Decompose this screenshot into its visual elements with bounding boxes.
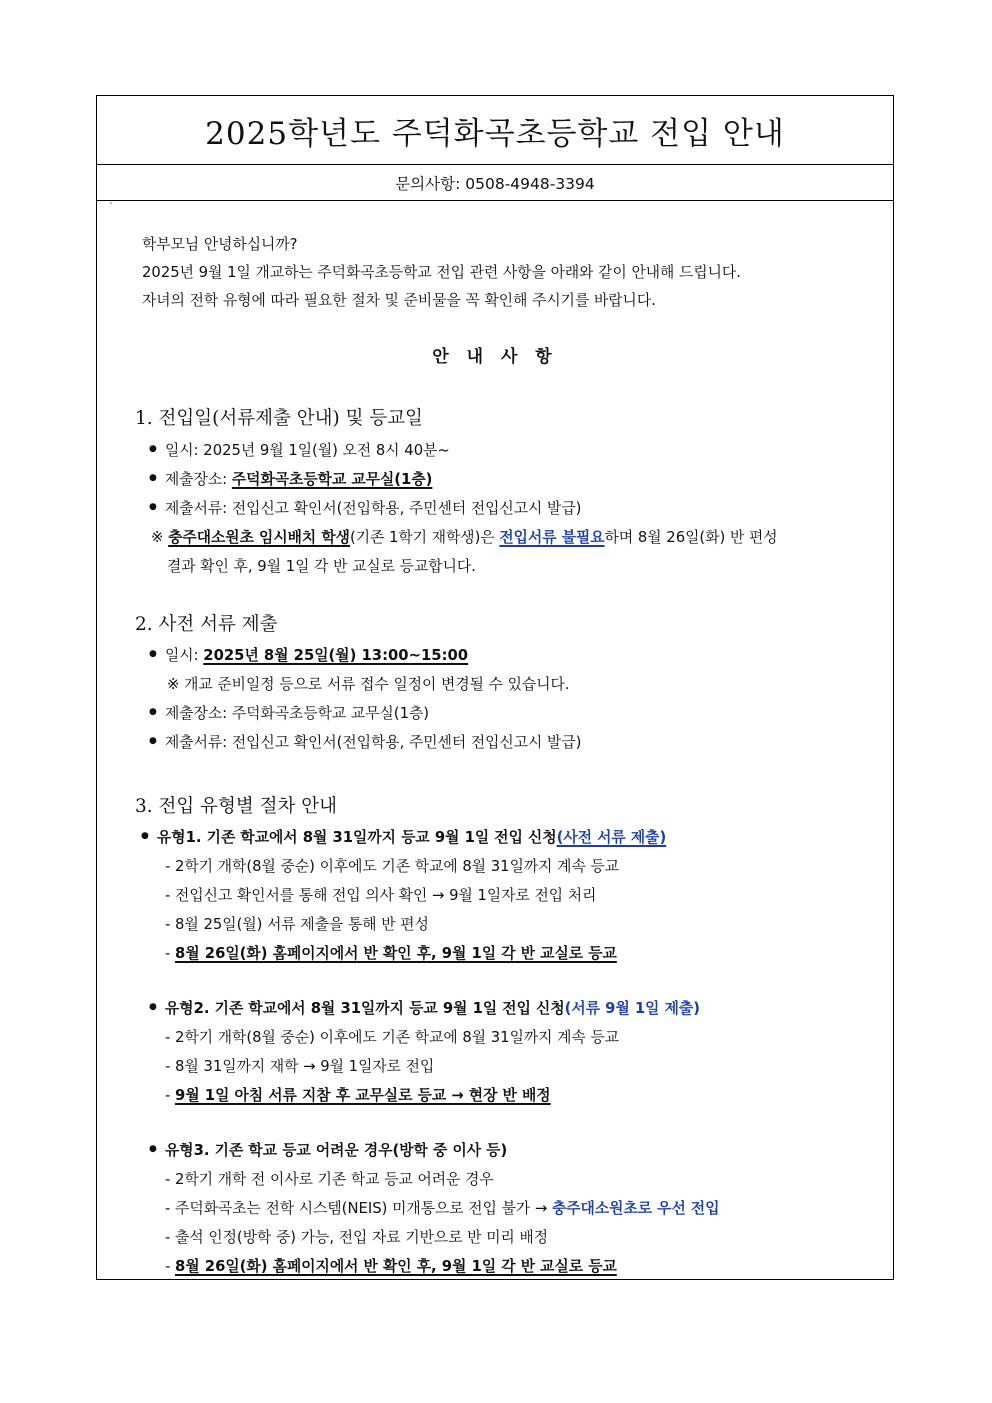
list-item: ● 제출서류: 전입신고 확인서(전입학용, 주민센터 전입신고시 발급): [151, 731, 581, 752]
contact-box: [97, 165, 893, 201]
section-1-heading: 1. 전입일(서류제출 안내) 및 등교일: [135, 408, 423, 429]
list-item: - 8월 25일(월) 서류 제출을 통해 반 편성: [165, 916, 429, 933]
page-title: 2025학년도 주덕화곡초등학교 전입 안내: [205, 115, 785, 152]
list-item: ● 제출장소: 주덕화곡초등학교 교무실(1층): [151, 702, 429, 723]
list-item: - 8월 26일(화) 홈페이지에서 반 확인 후, 9월 1일 각 반 교실로 등교: [165, 1258, 617, 1275]
list-item: ● 제출서류: 전입신고 확인서(전입학용, 주민센터 전입신고시 발급): [151, 497, 581, 518]
type-3-title: ● 유형3. 기존 학교 등교 어려운 경우(방학 중 이사 등): [151, 1139, 507, 1160]
list-item: - 8월 31일까지 재학 → 9월 1일자로 전입: [165, 1058, 435, 1075]
list-item: - 주덕화곡초는 전학 시스템(NEIS) 미개통으로 전입 불가 → 충주대소원초로 우선 전입: [165, 1200, 720, 1217]
type-2-title: ● 유형2. 기존 학교에서 8월 31일까지 등교 9월 1일 전입 신청(서류 9월 1일 제출): [151, 997, 700, 1018]
stray-mark: `: [109, 202, 114, 213]
list-item: - 전입신고 확인서를 통해 전입 의사 확인 → 9월 1일자로 전입 처리: [165, 887, 597, 904]
intro-line: 자녀의 전학 유형에 따라 필요한 절차 및 준비물을 꼭 확인해 주시기를 바랍니다.: [142, 292, 656, 309]
list-item: - 9월 1일 아침 서류 지참 후 교무실로 등교 → 현장 반 배정: [165, 1087, 551, 1104]
type-1-title: ● 유형1. 기존 학교에서 8월 31일까지 등교 9월 1일 전입 신청(사전 서류 제출): [143, 826, 666, 847]
list-item: ● 일시: 2025년 9월 1일(월) 오전 8시 40분~: [151, 439, 450, 460]
list-item: - 출석 인정(방학 중) 가능, 전입 자료 기반으로 반 미리 배정: [165, 1229, 549, 1246]
section-3-heading: 3. 전입 유형별 절차 안내: [135, 796, 338, 817]
list-item: - 2학기 개학(8월 중순) 이후에도 기존 학교에 8월 31일까지 계속 등교: [165, 858, 620, 875]
list-item: - 2학기 개학 전 이사로 기존 학교 등교 어려운 경우: [165, 1171, 494, 1188]
list-item: - 8월 26일(화) 홈페이지에서 반 확인 후, 9월 1일 각 반 교실로 등교: [165, 945, 617, 962]
intro-line: 2025년 9월 1일 개교하는 주덕화곡초등학교 전입 관련 사항을 아래와 같이 안내해 드립니다.: [142, 264, 741, 281]
notice-frame: [96, 95, 894, 1280]
title-box: [97, 96, 893, 165]
section-1-note-cont: 결과 확인 후, 9월 1일 각 반 교실로 등교합니다.: [167, 558, 476, 575]
list-item: - 2학기 개학(8월 중순) 이후에도 기존 학교에 8월 31일까지 계속 등교: [165, 1029, 620, 1046]
section-2-heading: 2. 사전 서류 제출: [135, 614, 278, 635]
section-1-note: ※ 충주대소원초 임시배치 학생(기존 1학기 재학생)은 전입서류 불필요하며 8월 26일(화) 반 편성: [151, 529, 778, 546]
intro-line: 학부모님 안녕하십니까?: [142, 236, 298, 253]
section-2-note: ※ 개교 준비일정 등으로 서류 접수 일정이 변경될 수 있습니다.: [167, 676, 570, 693]
list-item: ● 일시: 2025년 8월 25일(월) 13:00~15:00: [151, 644, 468, 665]
contact-info: 문의사항: 0508-4948-3394: [395, 174, 595, 193]
list-item: ● 제출장소: 주덕화곡초등학교 교무실(1층): [151, 468, 432, 489]
notice-heading: 안 내 사 항: [432, 347, 558, 367]
